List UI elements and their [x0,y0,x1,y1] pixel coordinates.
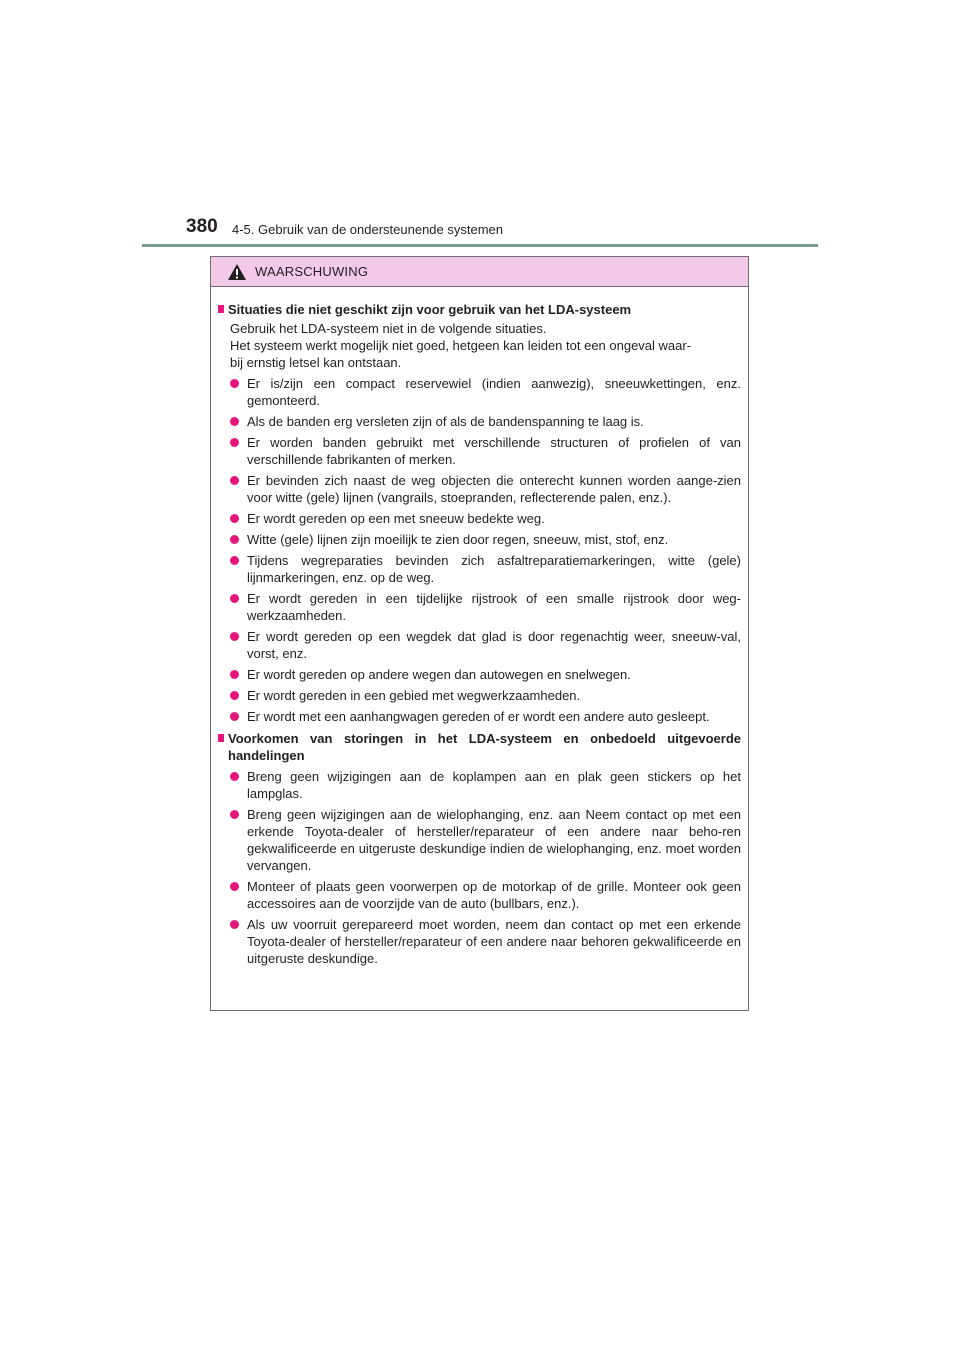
intro-line: Gebruik het LDA-systeem niet in de volgende situaties. [230,321,547,336]
bullet-icon [230,476,239,485]
list-item: Er wordt gereden in een tijdelijke rijstrook of een smalle rijstrook door weg-werkzaamheden. [218,590,741,624]
bullet-icon [230,632,239,641]
bullet-icon [230,514,239,523]
list-item: Er wordt gereden op een met sneeuw bedekte weg. [218,510,741,527]
section-heading: Voorkomen van storingen in het LDA-systeem en onbedoeld uitgevoerde handelingen [218,730,741,764]
warning-body [211,287,748,967]
bullet-icon [230,417,239,426]
list-item: Tijdens wegreparaties bevinden zich asfaltreparatiemarkeringen, witte (gele) lijnmarkeringen, enz. op de weg. [218,552,741,586]
bullet-icon [230,670,239,679]
list-item: Er wordt gereden op een wegdek dat glad is door regenachtig weer, sneeuw-val, vorst, enz. [218,628,741,662]
list-item: Breng geen wijzigingen aan de wielophanging, enz. aan Neem contact op met een erkende Toyota-dealer of hersteller/reparateur of een andere naar beho-ren gekwalificeerde en uitgeruste deskundige indien de wielophanging, enz. moet worden vervangen. [218,806,741,874]
section-heading: Situaties die niet geschikt zijn voor gebruik van het LDA-systeem [218,301,741,318]
bullet-icon [230,691,239,700]
list-item: Er wordt met een aanhangwagen gereden of er wordt een andere auto gesleept. [218,708,741,725]
list-item: Er wordt gereden in een gebied met wegwerkzaamheden. [218,687,741,704]
warning-triangle-icon [227,263,247,281]
bullet-icon [230,810,239,819]
warning-box [210,256,749,1011]
list-item: Als uw voorruit gerepareerd moet worden, neem dan contact op met een erkende Toyota-dealer of hersteller/reparateur of een andere naar behoren gekwalificeerde en uitgeruste deskundige. [218,916,741,967]
bullet-icon [230,882,239,891]
bullet-icon [230,379,239,388]
warning-title: WAARSCHUWING [255,264,369,279]
intro-text [218,320,741,371]
list-item: Breng geen wijzigingen aan de koplampen aan en plak geen stickers op het lampglas. [218,768,741,802]
square-bullet-icon [218,305,224,313]
section-title: 4-5. Gebruik van de ondersteunende systemen [232,222,504,237]
bullet-icon [230,594,239,603]
list-item: Er worden banden gebruikt met verschillende structuren of profielen of van verschillende fabrikanten of merken. [218,434,741,468]
list-item: Witte (gele) lijnen zijn moeilijk te zien door regen, sneeuw, mist, stof, enz. [218,531,741,548]
bullet-icon [230,556,239,565]
bullet-icon [230,772,239,781]
page-number: 380 [186,216,218,237]
header-rule [142,244,818,247]
square-bullet-icon [218,734,224,742]
list-item: Als de banden erg versleten zijn of als de bandenspanning te laag is. [218,413,741,430]
list-item: Er is/zijn een compact reservewiel (indien aanwezig), sneeuwkettingen, enz. gemonteerd. [218,375,741,409]
list-item: Monteer of plaats geen voorwerpen op de motorkap of de grille. Monteer ook geen accessoires aan de voorzijde van de auto (bullbars, enz.). [218,878,741,912]
bullet-icon [230,535,239,544]
intro-line: bij ernstig letsel kan ontstaan. [230,355,402,370]
bullet-icon [230,438,239,447]
list-item: Er wordt gereden op andere wegen dan autowegen en snelwegen. [218,666,741,683]
warning-header [211,257,748,287]
list-item: Er bevinden zich naast de weg objecten die onterecht kunnen worden aange-zien voor witte (gele) lijnen (vangrails, stoepranden, reflecterende palen, enz.). [218,472,741,506]
bullet-icon [230,712,239,721]
intro-line: Het systeem werkt mogelijk niet goed, hetgeen kan leiden tot een ongeval waar- [230,338,692,353]
bullet-icon [230,920,239,929]
